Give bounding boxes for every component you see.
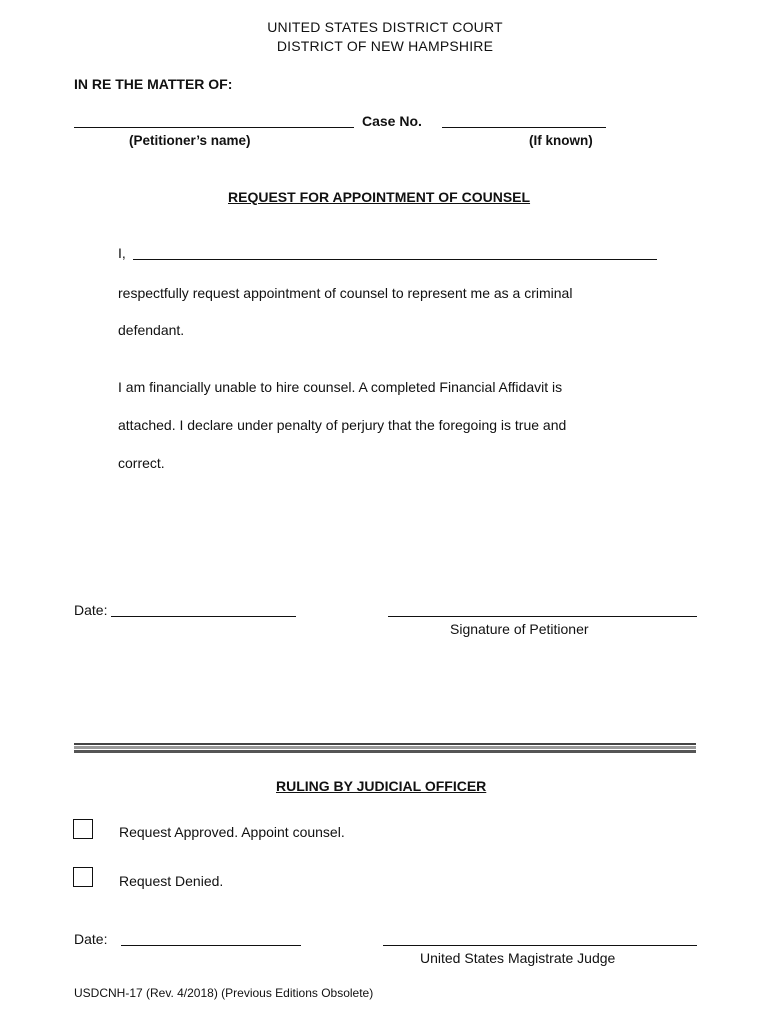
district-name: DISTRICT OF NEW HAMPSHIRE [276,38,494,54]
form-id: USDCNH-17 (Rev. 4/2018) (Previous Editions Obsolete) [74,986,374,1000]
if-known-caption: (If known) [529,133,593,148]
denied-checkbox[interactable] [73,867,93,887]
judge-signature-field[interactable] [383,945,697,946]
affidavit-line-3: correct. [118,455,165,471]
court-name: UNITED STATES DISTRICT COURT [267,19,503,35]
case-no-label: Case No. [362,113,422,129]
petitioner-name-field[interactable] [74,127,354,128]
judge-caption: United States Magistrate Judge [420,950,616,966]
petitioner-date-field[interactable] [111,616,296,617]
request-line-2: defendant. [118,322,185,338]
ruling-title: RULING BY JUDICIAL OFFICER [276,778,487,794]
case-no-field[interactable] [442,127,606,128]
judge-date-field[interactable] [121,945,301,946]
matter-label: IN RE THE MATTER OF: [74,76,233,92]
affidavit-line-2: attached. I declare under penalty of perjury that the foregoing is true and [118,417,567,433]
approved-label: Request Approved. Appoint counsel. [119,824,345,840]
petitioner-name-caption: (Petitioner’s name) [129,133,251,148]
approved-checkbox[interactable] [73,819,93,839]
declarant-name-field[interactable] [133,259,657,260]
petitioner-signature-field[interactable] [388,616,697,617]
judge-date-label: Date: [74,931,108,947]
signature-caption: Signature of Petitioner [450,621,589,637]
request-title: REQUEST FOR APPOINTMENT OF COUNSEL [228,189,531,205]
denied-label: Request Denied. [119,873,224,889]
section-divider [74,743,696,755]
request-line-1: respectfully request appointment of counsel to represent me as a criminal [118,285,573,301]
i-label: I, [118,245,126,261]
petitioner-date-label: Date: [74,602,108,618]
affidavit-line-1: I am financially unable to hire counsel. A completed Financial Affidavit is [118,379,563,395]
